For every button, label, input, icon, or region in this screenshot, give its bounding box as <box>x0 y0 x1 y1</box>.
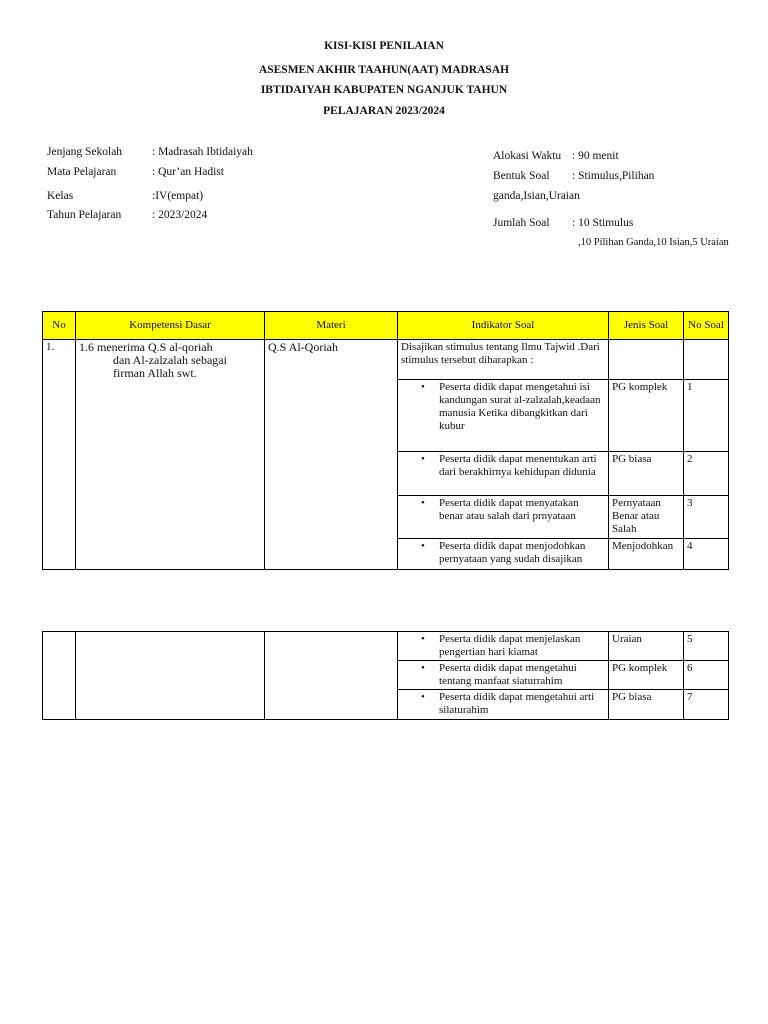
no-soal-cell: 4 <box>684 539 729 570</box>
header-materi: Materi <box>265 312 398 340</box>
info-label-kelas: Kelas <box>47 190 74 202</box>
indikator-cell <box>398 661 609 690</box>
indikator-cell <box>398 380 609 452</box>
indikator-cell <box>398 632 609 661</box>
bullet-icon: • <box>421 453 425 465</box>
info-label-jumlah: Jumlah Soal <box>493 217 550 229</box>
indikator-cell <box>398 452 609 496</box>
no-soal-cell: 6 <box>684 661 729 690</box>
jenis-soal-cell: PG komplek <box>609 661 684 690</box>
stimulus-cell: Disajikan stimulus tentang Ilmu Tajwid .Dari stimulus tersebut diharapkan : <box>398 340 609 380</box>
materi-cell: Q.S Al-Qoriah <box>265 340 398 570</box>
no-soal-cell: 5 <box>684 632 729 661</box>
row-number: 1. <box>43 340 76 570</box>
bullet-icon: • <box>421 633 425 645</box>
jenis-soal-cell: PG biasa <box>609 690 684 720</box>
empty-cell <box>609 340 684 380</box>
bullet-icon: • <box>421 497 425 509</box>
empty-cell <box>684 340 729 380</box>
info-value-jumlah-cont: ,10 Pilihan Ganda,10 Isian,5 Uraian <box>578 237 729 248</box>
doc-title-line-2: ASESMEN AKHIR TAAHUN(AAT) MADRASAH <box>258 64 510 76</box>
kisi-kisi-table <box>42 311 729 570</box>
bullet-icon: • <box>421 662 425 674</box>
info-value-tahun: : 2023/2024 <box>152 209 208 221</box>
kd-rest: dan Al-zalzalah sebagai firman Allah swt. <box>113 353 227 380</box>
bullet-icon: • <box>421 381 425 393</box>
kompetensi-dasar-cell <box>76 340 265 570</box>
indikator-text: Peserta didik dapat mengetahui isi kandungan surat al-zalzalah,keadaan manusia Ketika dibangkitkan dari kubur <box>439 381 601 432</box>
header-no: No <box>43 312 76 340</box>
indikator-text: Peserta didik dapat mengetahui tentang manfaat siaturrahim <box>439 662 577 687</box>
info-label-jenjang: Jenjang Sekolah <box>47 146 123 158</box>
table-header-row <box>43 312 729 340</box>
doc-title-line-1: KISI-KISI PENILAIAN <box>324 40 444 52</box>
header-indikator-soal: Indikator Soal <box>398 312 609 340</box>
indikator-cell <box>398 496 609 539</box>
indikator-text: Peserta didik dapat menjelaskan pengertian hari kiamat <box>439 633 581 658</box>
kisi-kisi-table-continued <box>42 631 729 720</box>
indikator-cell <box>398 539 609 570</box>
table-row <box>43 632 729 661</box>
indikator-text: Peserta didik dapat menentukan arti dari berakhirnya kehidupan didunia <box>439 453 597 478</box>
jenis-soal-cell: Pernyataan Benar atau Salah <box>609 496 684 539</box>
indikator-text: Peserta didik dapat menjodohkan pernyataan yang sudah disajikan <box>439 540 586 565</box>
jenis-soal-cell: PG komplek <box>609 380 684 452</box>
header-kompetensi-dasar: Kompetensi Dasar <box>76 312 265 340</box>
no-soal-cell: 3 <box>684 496 729 539</box>
table-row <box>43 340 729 380</box>
indikator-text: Peserta didik dapat menyatakan benar atau salah dari prnyataan <box>439 497 579 522</box>
header-no-soal: No Soal <box>684 312 729 340</box>
info-value-jumlah: : 10 Stimulus <box>572 217 634 229</box>
info-label-mapel: Mata Pelajaran <box>47 166 117 178</box>
jenis-soal-cell: Menjodohkan <box>609 539 684 570</box>
kd-first-line: 1.6 menerima Q.S al-qoriah <box>79 340 213 354</box>
bullet-icon: • <box>421 691 425 703</box>
jenis-soal-cell: PG biasa <box>609 452 684 496</box>
empty-cell <box>43 632 76 720</box>
info-value-bentuk-cont: ganda,Isian,Uraian <box>493 190 580 202</box>
info-label-bentuk: Bentuk Soal <box>493 170 550 182</box>
doc-title-line-4: PELAJARAN 2023/2024 <box>323 105 445 117</box>
info-label-alokasi: Alokasi Waktu <box>493 150 562 162</box>
no-soal-cell: 1 <box>684 380 729 452</box>
info-label-tahun: Tahun Pelajaran <box>47 209 122 221</box>
info-value-jenjang: : Madrasah Ibtidaiyah <box>152 146 253 158</box>
no-soal-cell: 2 <box>684 452 729 496</box>
no-soal-cell: 7 <box>684 690 729 720</box>
info-value-kelas: :IV(empat) <box>152 190 204 202</box>
empty-cell <box>76 632 265 720</box>
indikator-cell <box>398 690 609 720</box>
indikator-text: Peserta didik dapat mengetahui arti silaturahim <box>439 691 595 716</box>
info-value-mapel: : Qur’an Hadist <box>152 166 224 178</box>
jenis-soal-cell: Uraian <box>609 632 684 661</box>
info-value-bentuk: : Stimulus,Pilihan <box>572 170 655 182</box>
bullet-icon: • <box>421 540 425 552</box>
header-jenis-soal: Jenis Soal <box>609 312 684 340</box>
info-value-alokasi: : 90 menit <box>572 150 619 162</box>
empty-cell <box>265 632 398 720</box>
doc-title-line-3: IBTIDAIYAH KABUPATEN NGANJUK TAHUN <box>260 84 508 96</box>
